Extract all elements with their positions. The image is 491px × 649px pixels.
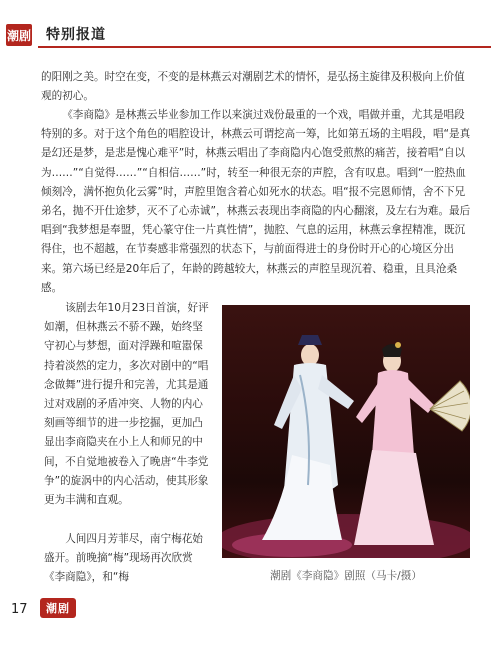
article-paragraph: 人间四月芳菲尽，南宁梅花始盛开。前晚摘“梅”现场再次欣赏《李商隐》，和“梅 (44, 533, 203, 584)
female-performer-figure (354, 342, 434, 545)
section-title: 特别报道 (46, 27, 106, 43)
page-header (0, 0, 491, 50)
header-divider (38, 46, 491, 48)
footer-logo: 潮剧 (40, 598, 76, 618)
article-paragraph: 《李商隐》是林燕云毕业参加工作以来演过戏份最重的一个戏，唱做并重，尤其是唱段特别的多。对于这个角色的唱腔设计，林燕云可谓挖高一筹，比如第五场的主唱段，唱“是真是幻还是梦，是悲是愧心难平”时，林燕云唱出了李商隐内心饱受煎熬的痛苦，接着唱“自以为……”“自觉得……”“自相信……”时，转至一种很无奈的声腔，含有叹息。唱到“一腔热血倾刻冷，满怀抱负化云雾”时，声腔里饱含着心如死水的状态。唱“报不完恩师情，舍不下兄弟名，抛不开仕途梦，灭不了心赤诚”，林燕云表现出李商隐的内心翻滚，及左右为难。最后唱到“我梦想是奉盟，凭心篆守住一片真性情”，抛腔、气息的运用，林燕云拿捏精准，既沉得住，也不超越，在节奏感非常强烈的状态下，与前面得进士的身份时开心的心境区分出来。第六场已经是20年后了，年龄的跨越较大，林燕云的声腔呈现沉着、稳重，且具沧桑感。 (41, 109, 471, 294)
male-performer-figure (262, 335, 354, 540)
fan-prop (430, 381, 470, 431)
photo-caption: 潮剧《李商隐》剧照（马卡/摄） (270, 570, 422, 582)
page-number: 17 (11, 602, 28, 617)
article-paragraph: 该剧去年10月23日首演，好评如潮，但林燕云不骄不躁，始终坚守初心与梦想，面对浮躁和喧嚣保持着淡然的定力，多次对剧中的“唱念做舞”进行提升和完善，尤其是通过对戏剧的矛盾冲突、人物的内心刻画等细节的进一步挖掘，更加凸显出李商隐夹在小上人和师兄的中间，不自觉地被卷入了晚唐“牛李党争”的旋涡中的内心活动，使其形象更为丰满和直观。 (44, 302, 209, 507)
stage-photo (222, 305, 470, 558)
magazine-logo: 潮剧 (6, 24, 32, 46)
article-paragraph: 的阳刚之美。时空在变，不变的是林燕云对潮剧艺术的情怀，是弘扬主旋律及积极向上价值观的初心。 (41, 71, 465, 103)
